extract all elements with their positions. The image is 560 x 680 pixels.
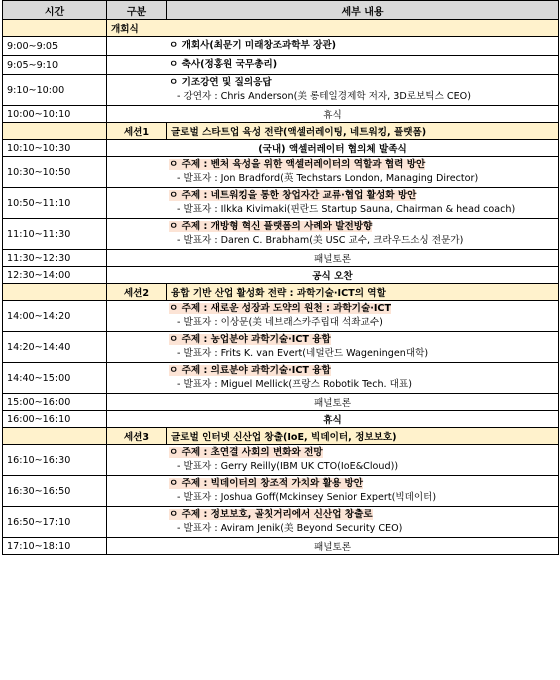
schedule-table bbox=[2, 0, 559, 555]
time-cell: 11:30~12:30 bbox=[3, 250, 107, 267]
table-row bbox=[3, 507, 559, 538]
session-name: 세션1 bbox=[107, 123, 167, 140]
time-cell: 9:10~10:00 bbox=[3, 75, 107, 106]
presenter-text: - 발표자 : 이상문(美 네브래스카주립대 석좌교수) bbox=[177, 317, 383, 328]
table-row bbox=[3, 75, 559, 106]
time-cell: 14:40~15:00 bbox=[3, 363, 107, 394]
break-label: 공식 오찬 bbox=[107, 267, 559, 284]
presenter-text: - 발표자 : Miguel Mellick(프랑스 Robotik Tech. 대표) bbox=[177, 379, 412, 390]
details-cell bbox=[107, 445, 559, 476]
topic-text: ㅇ 주제 : 개방형 혁신 플랫폼의 사례와 발전방향 bbox=[169, 221, 373, 232]
header-details: 세부 내용 bbox=[167, 1, 559, 20]
topic-text: ㅇ 주제 : 정보보호, 골칫거리에서 신산업 창출로 bbox=[169, 509, 373, 520]
details-cell bbox=[107, 157, 559, 188]
session-title: 글로벌 스타트업 육성 전략(액셀러레이팅, 네트워킹, 플랫폼) bbox=[167, 123, 559, 140]
table-row bbox=[3, 411, 559, 428]
break-label: 패널토론 bbox=[107, 538, 559, 555]
break-label: 휴식 bbox=[107, 106, 559, 123]
table-row bbox=[3, 428, 559, 445]
schedule-body bbox=[3, 20, 559, 555]
time-cell: 14:20~14:40 bbox=[3, 332, 107, 363]
table-row bbox=[3, 123, 559, 140]
presenter-text: - 발표자 : Aviram Jenik(美 Beyond Security CEO) bbox=[177, 523, 403, 534]
presenter-text: - 발표자 : Ilkka Kivimaki(핀란드 Startup Sauna, Chairman & head coach) bbox=[177, 204, 516, 215]
table-row bbox=[3, 538, 559, 555]
table-row bbox=[3, 476, 559, 507]
time-cell: 10:50~11:10 bbox=[3, 188, 107, 219]
table-row bbox=[3, 106, 559, 123]
time-cell: 11:10~11:30 bbox=[3, 219, 107, 250]
topic-text: ㅇ 주제 : 의료분야 과학기술·ICT 융합 bbox=[169, 365, 331, 376]
time-cell: 10:30~10:50 bbox=[3, 157, 107, 188]
table-row bbox=[3, 20, 559, 37]
details-cell bbox=[107, 476, 559, 507]
topic-text: ㅇ 주제 : 빅데이터의 창조적 가치와 활용 방안 bbox=[169, 478, 364, 489]
section-label: 개회식 bbox=[107, 20, 559, 37]
break-label: 휴식 bbox=[107, 411, 559, 428]
time-cell bbox=[3, 284, 107, 301]
table-row bbox=[3, 284, 559, 301]
topic-text: ㅇ 주제 : 새로운 성장과 도약의 원천 : 과학기술·ICT bbox=[169, 303, 392, 314]
time-cell: 16:50~17:10 bbox=[3, 507, 107, 538]
presenter-text: - 발표자 : Gerry Reilly(IBM UK CTO(IoE&Cloud)) bbox=[177, 461, 399, 472]
table-row bbox=[3, 332, 559, 363]
details-cell bbox=[107, 301, 559, 332]
presenter-text: - 발표자 : Frits K. van Evert(네덜란드 Wageningen대학) bbox=[177, 348, 429, 359]
details-cell bbox=[107, 56, 559, 75]
break-label: (국내) 액셀러레이터 협의체 발족식 bbox=[107, 140, 559, 157]
table-row bbox=[3, 363, 559, 394]
details-cell bbox=[107, 37, 559, 56]
table-row bbox=[3, 250, 559, 267]
topic-text: ㅇ 주제 : 초연결 사회의 변화와 전망 bbox=[169, 447, 323, 458]
table-row bbox=[3, 157, 559, 188]
table-row bbox=[3, 267, 559, 284]
details-cell bbox=[107, 75, 559, 106]
time-cell: 16:30~16:50 bbox=[3, 476, 107, 507]
session-title: 글로벌 인터넷 신산업 창출(IoE, 빅데이터, 정보보호) bbox=[167, 428, 559, 445]
time-cell: 16:00~16:10 bbox=[3, 411, 107, 428]
time-cell: 17:10~18:10 bbox=[3, 538, 107, 555]
session-title: 융합 기반 산업 활성화 전략 : 과학기술·ICT의 역할 bbox=[167, 284, 559, 301]
time-cell: 15:00~16:00 bbox=[3, 394, 107, 411]
table-row bbox=[3, 445, 559, 476]
details-cell bbox=[107, 363, 559, 394]
time-cell: 9:00~9:05 bbox=[3, 37, 107, 56]
break-label: 패널토론 bbox=[107, 250, 559, 267]
topic-text: ㅇ 주제 : 농업분야 과학기술·ICT 융합 bbox=[169, 334, 331, 345]
time-cell: 16:10~16:30 bbox=[3, 445, 107, 476]
details-cell bbox=[107, 507, 559, 538]
time-cell: 10:00~10:10 bbox=[3, 106, 107, 123]
header-row bbox=[3, 1, 559, 20]
table-row bbox=[3, 394, 559, 411]
table-row bbox=[3, 188, 559, 219]
time-cell: 9:05~9:10 bbox=[3, 56, 107, 75]
header-time: 시간 bbox=[3, 1, 107, 20]
item-text: ㅇ 축사(정홍원 국무총리) bbox=[169, 59, 278, 70]
table-row bbox=[3, 301, 559, 332]
time-cell: 10:10~10:30 bbox=[3, 140, 107, 157]
topic-text: ㅇ 주제 : 벤처 육성을 위한 액셀러레이터의 역할과 협력 방안 bbox=[169, 159, 426, 170]
time-cell: 12:30~14:00 bbox=[3, 267, 107, 284]
presenter-text: - 발표자 : Daren C. Brabham(美 USC 교수, 크라우드소싱 전문가) bbox=[177, 235, 464, 246]
presenter-text: - 발표자 : Jon Bradford(英 Techstars London, Managing Director) bbox=[177, 173, 479, 184]
time-cell bbox=[3, 20, 107, 37]
table-row bbox=[3, 37, 559, 56]
table-row bbox=[3, 56, 559, 75]
item-text: ㅇ 개회사(최문기 미래창조과학부 장관) bbox=[169, 40, 337, 51]
presenter-text: - 발표자 : Joshua Goff(Mckinsey Senior Expert(빅데이터) bbox=[177, 492, 437, 503]
item-text: ㅇ 기조강연 및 질의응답 bbox=[169, 77, 272, 88]
break-label: 패널토론 bbox=[107, 394, 559, 411]
time-cell bbox=[3, 123, 107, 140]
table-row bbox=[3, 140, 559, 157]
time-cell bbox=[3, 428, 107, 445]
header-category: 구분 bbox=[107, 1, 167, 20]
presenter-text: - 강연자 : Chris Anderson(美 롱테일경제학 저자, 3D로보틱스 CEO) bbox=[177, 91, 471, 102]
table-row bbox=[3, 219, 559, 250]
details-cell bbox=[107, 219, 559, 250]
details-cell bbox=[107, 332, 559, 363]
time-cell: 14:00~14:20 bbox=[3, 301, 107, 332]
topic-text: ㅇ 주제 : 네트워킹을 통한 창업자간 교류·협업 활성화 방안 bbox=[169, 190, 417, 201]
details-cell bbox=[107, 188, 559, 219]
session-name: 세션3 bbox=[107, 428, 167, 445]
session-name: 세션2 bbox=[107, 284, 167, 301]
